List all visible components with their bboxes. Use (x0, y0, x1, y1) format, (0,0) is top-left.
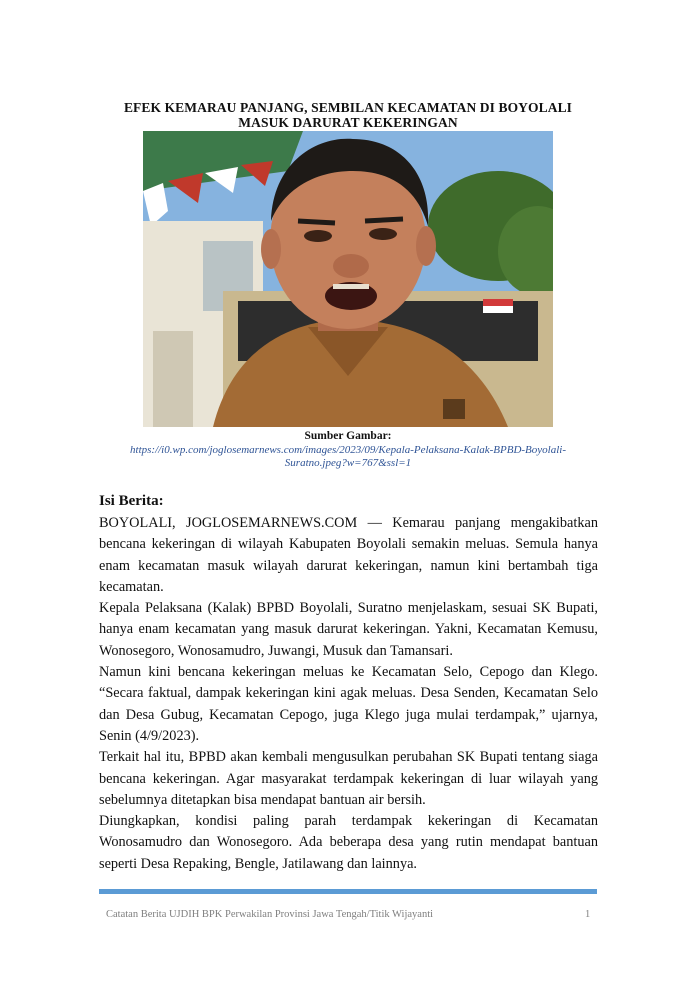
paragraph-4: Terkait hal itu, BPBD akan kembali mengusulkan perubahan SK Bupati tentang siaga bencana kekeringan. Agar masyarakat terdampak kekeringan di luar wilayah yang sebelumnya ditetapkan bisa mendapat bantuan air bersih. (99, 749, 598, 808)
document-title (80, 100, 616, 130)
paragraph-5: Diungkapkan, kondisi paling parah terdampak kekeringan di Kecamatan Wonosamudro dan Wonosegoro. Ada beberapa desa yang rutin mendapat bantuan seperti Desa Repaking, Bengle, Jatilawang dan lainnya. (99, 813, 598, 872)
title-line-1: EFEK KEMARAU PANJANG, SEMBILAN KECAMATAN DI BOYOLALI (123, 100, 573, 115)
news-photo (143, 131, 553, 427)
section-label: Isi Berita: (99, 493, 164, 509)
image-source-link[interactable] (110, 444, 586, 470)
page-number: 1 (585, 909, 591, 920)
image-source-url-line-1[interactable]: https://i0.wp.com/joglosemarnews.com/images/2023/09/Kepala-Pelaksana-Kalak-BPBD-Boyolali- (130, 444, 566, 456)
news-photo-illustration (143, 131, 553, 427)
paragraph-1: BOYOLALI, JOGLOSEMARNEWS.COM — Kemarau panjang mengakibatkan bencana kekeringan di wilayah Kabupaten Boyolali semakin meluas. Semula hanya enam kecamatan masuk wilayah darurat kekeringan, namun kini bertambah tiga kecamatan. (99, 515, 598, 595)
footer-text: Catatan Berita UJDIH BPK Perwakilan Provinsi Jawa Tengah/Titik Wijayanti (106, 909, 434, 920)
title-line-2: MASUK DARURAT KEKERINGAN (238, 115, 458, 130)
paragraph-2: Kepala Pelaksana (Kalak) BPBD Boyolali, Suratno menjelaskam, sesuai SK Bupati, hanya enam kecamatan yang masuk darurat kekeringan. Yakni, Kecamatan Kemusu, Wonosegoro, Wonosamudro, Juwangi, Musuk dan Tamansari. (99, 600, 598, 659)
paragraph-3: Namun kini bencana kekeringan meluas ke Kecamatan Selo, Cepogo dan Klego. “Secara faktual, dampak kekeringan kini agak meluas. Desa Senden, Kecamatan Selo dan Desa Gubug, Kecamatan Cepogo, juga Klego juga mulai terdampak,” ujarnya, Senin (4/9/2023). (99, 664, 598, 744)
article-body (99, 513, 598, 875)
footer-divider (99, 889, 597, 894)
image-source-label: Sumber Gambar: (304, 430, 392, 442)
image-source-url-line-2[interactable]: Suratno.jpeg?w=767&ssl=1 (284, 457, 412, 469)
